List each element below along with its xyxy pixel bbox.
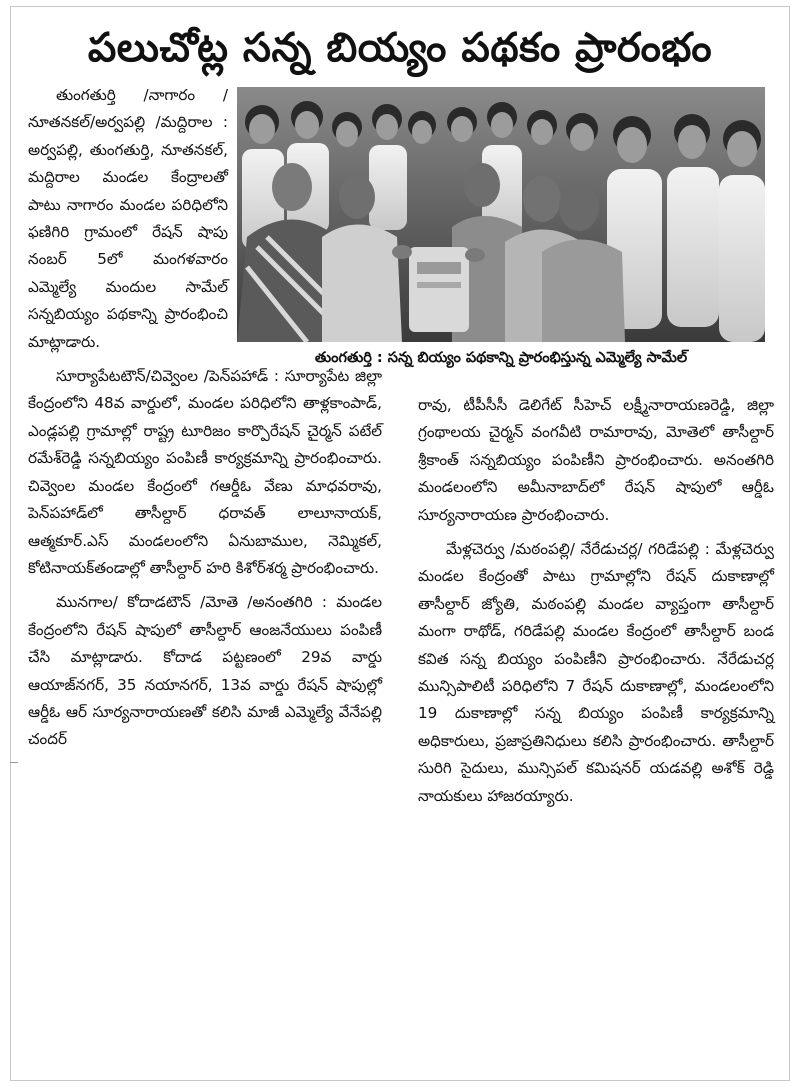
article-paragraph-4: రావు, టీపీసీసీ డెలిగేట్ సీహెచ్ లక్ష్మీనారాయణరెడ్డి, జిల్లా గ్రంథాలయ చైర్మన్ వంగవీటి రామారావు, మోతెలో తాసీల్దార్ శ్రీకాంత్ సన్నబియ్యం పంపిణీని ప్రారంభించారు. అనంతగిరి మండలంలోని అమీనాబాద్‌లో రేషన్ షాపులో ఆర్డీఓ సూర్యనారాయణ ప్రారంభించారు. [418,396,774,524]
left-column [28,82,382,761]
article-paragraph-1: తుంగతుర్తి /నాగారం /నూతనకల్/అర్వపల్లి /మద్దిరాల : అర్వపల్లి, తుంగతుర్తి, నూతనకల్, మద్దిరాల మండల కేంద్రాలతో పాటు నాగారం మండల పరిధిలోని ఫణిగిరి గ్రామంలో రేషన్ షాపు నంబర్ 5లో మంగళవారం ఎమ్మెల్యే మందుల సామేల్ సన్నబియ్యం పథకాన్ని ప్రారంభించి మాట్లాడారు. [28,86,228,351]
article-paragraph-2: సూర్యాపేటటౌన్/చివ్వెంల /పెన్‌పహాడ్ : సూర్యాపేట జిల్లా కేంద్రంలోని 48వ వార్డులో, మండల పరిధిలోని తాళ్లకాంపాడ్, ఎండ్లపల్లి గ్రామాల్లో రాష్ట్ర టూరిజం కార్పొరేషన్ చైర్మన్ పటేల్ రమేశ్‌రెడ్డి సన్నబియ్యం పంపిణీ కార్యక్రమాన్ని ప్రారంభించారు. చివ్వెంల మండల కేంద్రంలో గఆర్డీఓ వేణు మాధవరావు, పెన్‌పహాడ్‌లో తాసీల్దార్ ధరావత్ లాలూనాయక్, ఆత్మకూర్.ఎస్ మండలంలోని ఏనుబాముల, నెమ్మికల్, కోటినాయక్‌తండాల్లో తాసీల్దార్ హరి కిశోర్‌శర్మ ప్రారంభించారు. [28,367,382,577]
photo-caption: తుంగతుర్తి : సన్న బియ్యం పథకాన్ని ప్రారంభిస్తున్న ఎమ్మెల్యే సామేల్ [314,350,688,366]
article-headline: పలుచోట్ల సన్న బియ్యం పథకం ప్రారంభం [87,25,713,71]
article-paragraph-3: మునగాల/ కోదాడటౌన్ /మోతె /అనంతగిరి : మండల కేంద్రంలోని రేషన్ షాపులో తాసీల్దార్ ఆంజనేయులు పంపిణీ చేసి మాట్లాడారు. కోదాడ పట్టణంలో 29వ వార్డు ఆయాజ్‌నగర్, 35 నయానగర్, 13వ వార్డు రేషన్ షాపుల్లో ఆర్డీఓ ఆర్ సూర్యనారాయణతో కలిసి మాజీ ఎమ్మెల్యే వేనేపల్లి చందర్ [28,593,382,749]
right-column [418,392,774,817]
article-paragraph-5: మేళ్లచెర్వు /మఠంపల్లి/ నేరేడుచర్ల/ గరిడేపల్లి : మేళ్లచెర్వు మండల కేంద్రంతో పాటు గ్రామాల్లోని రేషన్ దుకాణాల్లో తాసీల్దార్ జ్యోతి, మఠంపల్లి మండల వ్యాప్తంగా తాసీల్దార్ మంగా రాథోడ్, గరిడేపల్లి మండల కేంద్రంలో తాసీల్దార్ బండ కవిత సన్న బియ్యం పంపిణీని ప్రారంభించారు. నేరేడుచర్ల మున్సిపాలిటీ పరిధిలోని 7 రేషన్ దుకాణాల్లో, మండలంలోని 19 దుకాణాల్లో సన్న బియ్యం పంపిణీ కార్యక్రమాన్ని అధికారులు, ప్రజాప్రతినిధులు కలిసి ప్రారంభించారు. తాసీల్దార్ సురిగి సైదులు, మున్సిపల్ కమిషనర్ యడవల్లి అశోక్ రెడ్డి నాయకులు హాజరయ్యారు. [418,540,774,805]
column-divider-mark [10,762,18,763]
